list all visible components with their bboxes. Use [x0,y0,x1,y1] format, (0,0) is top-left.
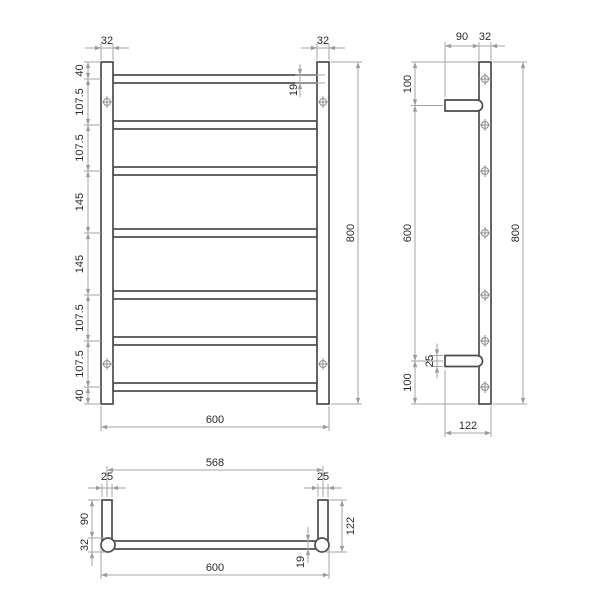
front-bar [113,75,317,83]
top-view [79,457,357,579]
dim-front-chain-7: 40 [74,389,86,402]
dim-front-chain-2: 107.5 [74,134,86,162]
front-right-rail [317,62,329,404]
dim-front-chain-5: 107.5 [74,304,86,332]
front-bar [113,121,317,129]
dim-front-chain-4: 145 [74,254,86,274]
dim-side-arm-length: 90 [455,31,469,43]
dim-top-arm-width-left: 25 [100,471,114,483]
dim-side-post-depth: 32 [478,31,492,43]
top-rail [112,541,318,549]
dim-top-post-dia: 32 [79,538,91,552]
dim-top-bar-dia: 19 [295,555,307,569]
top-left-arm [102,500,112,540]
top-left-post [101,538,115,552]
front-bar [113,167,317,175]
front-bars [113,75,317,391]
dim-front-overall-height: 800 [345,223,357,243]
side-bottom-arm [445,356,483,367]
dim-side-arm-thickness: 25 [424,354,436,368]
dim-top-arm-width-right: 25 [316,471,330,483]
dim-side-top-offset: 100 [402,74,414,94]
side-view [402,31,527,437]
front-left-rail [101,62,113,404]
dim-side-overall-depth: 122 [458,420,478,432]
front-bar [113,229,317,237]
dim-front-chain-6: 107.5 [74,350,86,378]
front-bar [113,337,317,345]
front-bar [113,291,317,299]
dim-top-overall-width: 600 [205,562,225,574]
dim-top-overall-depth: 122 [345,516,357,536]
side-top-arm [445,100,483,111]
dim-front-chain-1: 107.5 [74,88,86,116]
dim-front-rail-width-left: 32 [100,35,114,47]
front-view [74,35,362,431]
dim-front-chain-0: 40 [74,64,86,77]
top-right-arm [318,500,328,540]
dim-front-overall-width: 600 [205,414,225,426]
dim-front-rail-width-right: 32 [316,35,330,47]
dim-side-arm-span: 600 [402,223,414,243]
dim-side-overall-height: 800 [510,223,522,243]
dim-top-arm-length: 90 [79,512,91,526]
side-dimension-labels [402,31,522,432]
dim-front-chain-3: 145 [74,192,86,212]
top-right-post [315,538,329,552]
top-dimension-labels [79,457,357,574]
dim-front-bar-dia: 19 [288,83,300,97]
dim-side-bottom-offset: 100 [402,373,414,392]
front-bar [113,383,317,391]
dim-top-arm-centres: 568 [205,457,225,469]
